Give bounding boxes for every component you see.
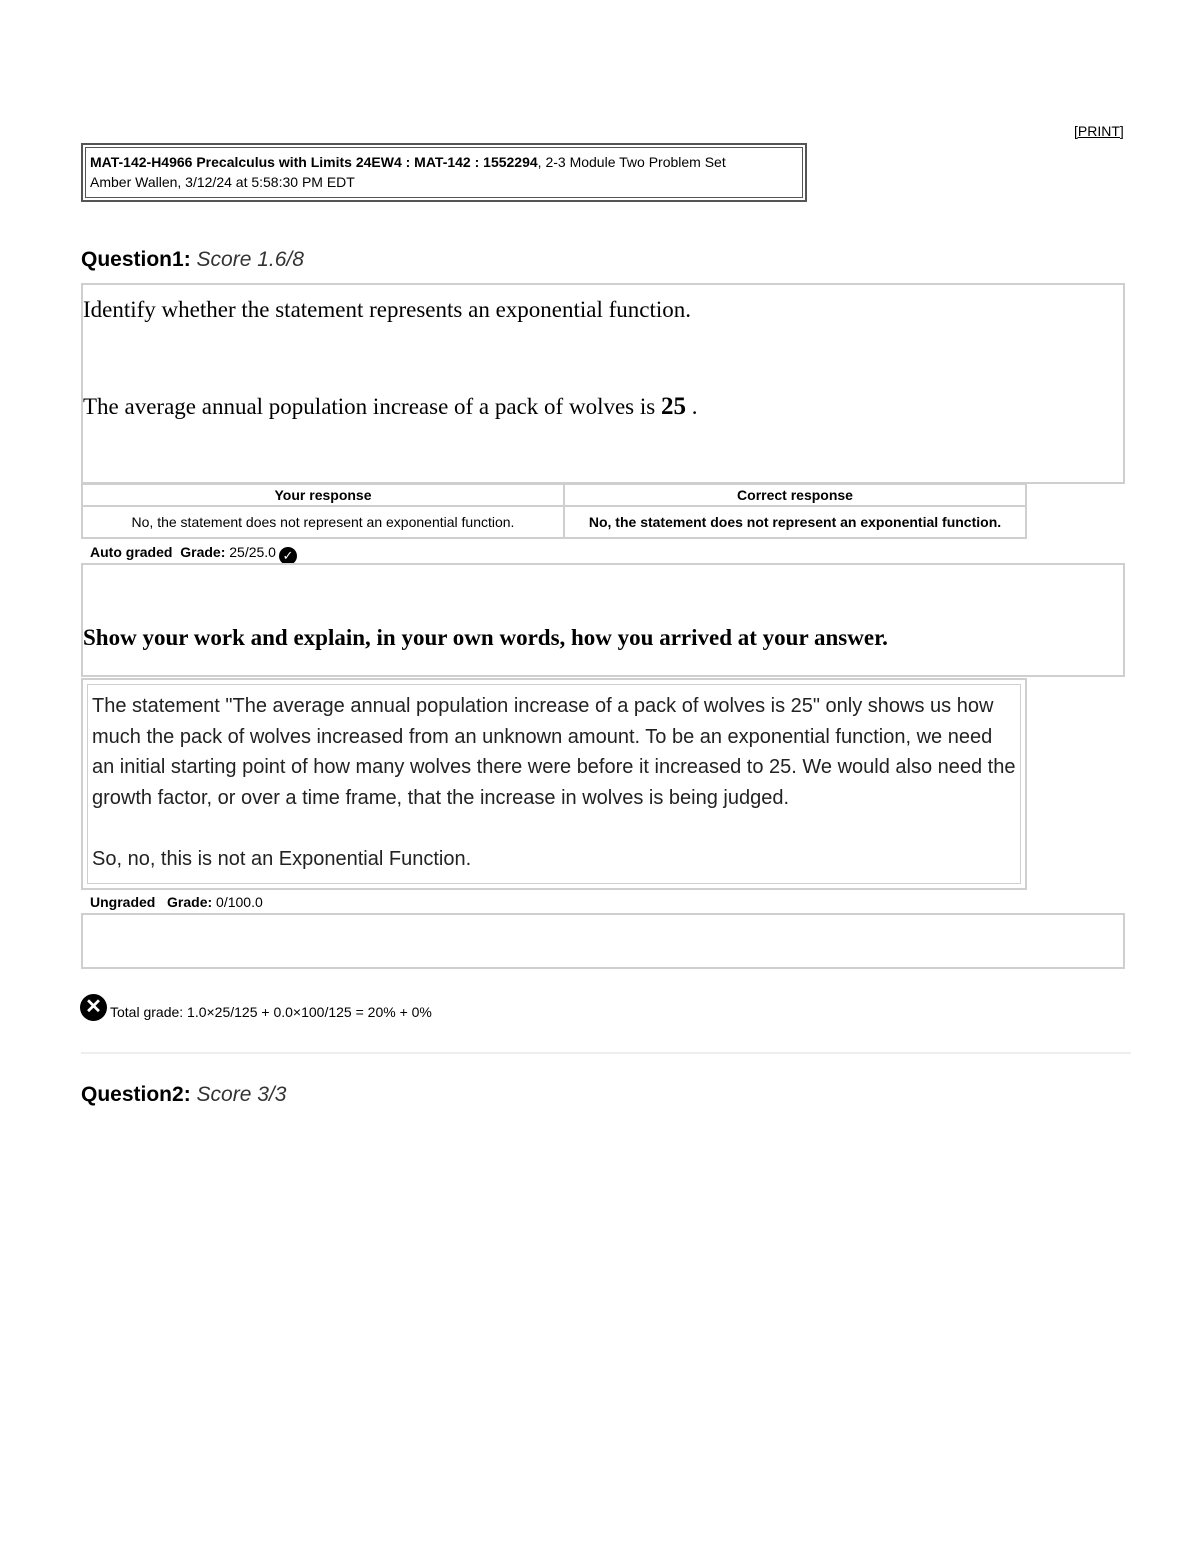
manual-grade-type: Ungraded xyxy=(90,894,156,910)
your-response-cell: No, the statement does not represent an exponential function. xyxy=(82,506,564,538)
auto-grade-label: Grade: xyxy=(180,544,226,560)
manual-grade-value: 0/100.0 xyxy=(216,894,263,910)
answer-paragraph-2: So, no, this is not an Exponential Function. xyxy=(92,848,472,870)
manual-grade-line xyxy=(90,894,263,910)
manual-grade-label: Grade: xyxy=(167,894,213,910)
question1-label: Question1 xyxy=(81,248,184,271)
work-prompt: Show your work and explain, in your own words, how you arrived at your answer. xyxy=(83,625,888,650)
course-title: MAT-142-H4966 Precalculus with Limits 24EW4 : MAT-142 : 1552294 xyxy=(90,154,538,170)
your-response-header: Your response xyxy=(82,484,564,506)
assignment-title: , 2-3 Module Two Problem Set xyxy=(537,154,726,170)
statement-value: 25 xyxy=(660,393,686,420)
response-table xyxy=(81,483,1027,539)
question1-statement xyxy=(83,393,697,421)
question1-title xyxy=(81,248,304,272)
feedback-box xyxy=(81,913,1125,969)
correct-response-cell: No, the statement does not represent an exponential function. xyxy=(564,506,1026,538)
question1-score: Score 1.6/8 xyxy=(196,248,304,271)
question2-score: Score 3/3 xyxy=(196,1083,287,1106)
question1-prompt: Identify whether the statement represents an exponential function. xyxy=(83,297,692,322)
question1-sep: : xyxy=(183,248,197,271)
answer-box xyxy=(81,678,1027,890)
assignment-header xyxy=(81,143,807,202)
answer-text xyxy=(87,684,1021,884)
course-line xyxy=(90,152,798,172)
auto-grade-type: Auto graded xyxy=(90,544,173,560)
statement-text: The average annual population increase of a pack of wolves is xyxy=(83,394,656,419)
answer-paragraph-1: The statement "The average annual population increase of a pack of wolves is 25" only shows us how much the pack of wolves increased from an unknown amount. To be an exponential function, we need an initial starting point of how many wolves there were before it increased to 25. We would also need the growth factor, or over a time frame, that the increase in wolves is being judged. xyxy=(92,695,1016,809)
work-prompt-box xyxy=(81,563,1125,677)
print-link[interactable]: [PRINT] xyxy=(1074,123,1124,139)
auto-grade-value: 25/25.0 xyxy=(229,544,276,560)
correct-response-header: Correct response xyxy=(564,484,1026,506)
auto-grade-line xyxy=(90,544,297,565)
statement-suffix: . xyxy=(691,394,698,419)
question1-prompt-box xyxy=(81,283,1125,484)
student-line: Amber Wallen, 3/12/24 at 5:58:30 PM EDT xyxy=(90,174,355,190)
check-circle-icon: ✓ xyxy=(279,547,297,565)
total-grade: Total grade: 1.0×25/125 + 0.0×100/125 = 20% + 0% xyxy=(110,1004,432,1020)
divider xyxy=(81,1052,1131,1054)
question2-sep: : xyxy=(183,1083,197,1106)
x-circle-icon: ✕ xyxy=(80,994,107,1021)
assignment-header-inner xyxy=(85,147,803,198)
question2-title xyxy=(81,1083,286,1107)
question2-label: Question2 xyxy=(81,1083,184,1106)
